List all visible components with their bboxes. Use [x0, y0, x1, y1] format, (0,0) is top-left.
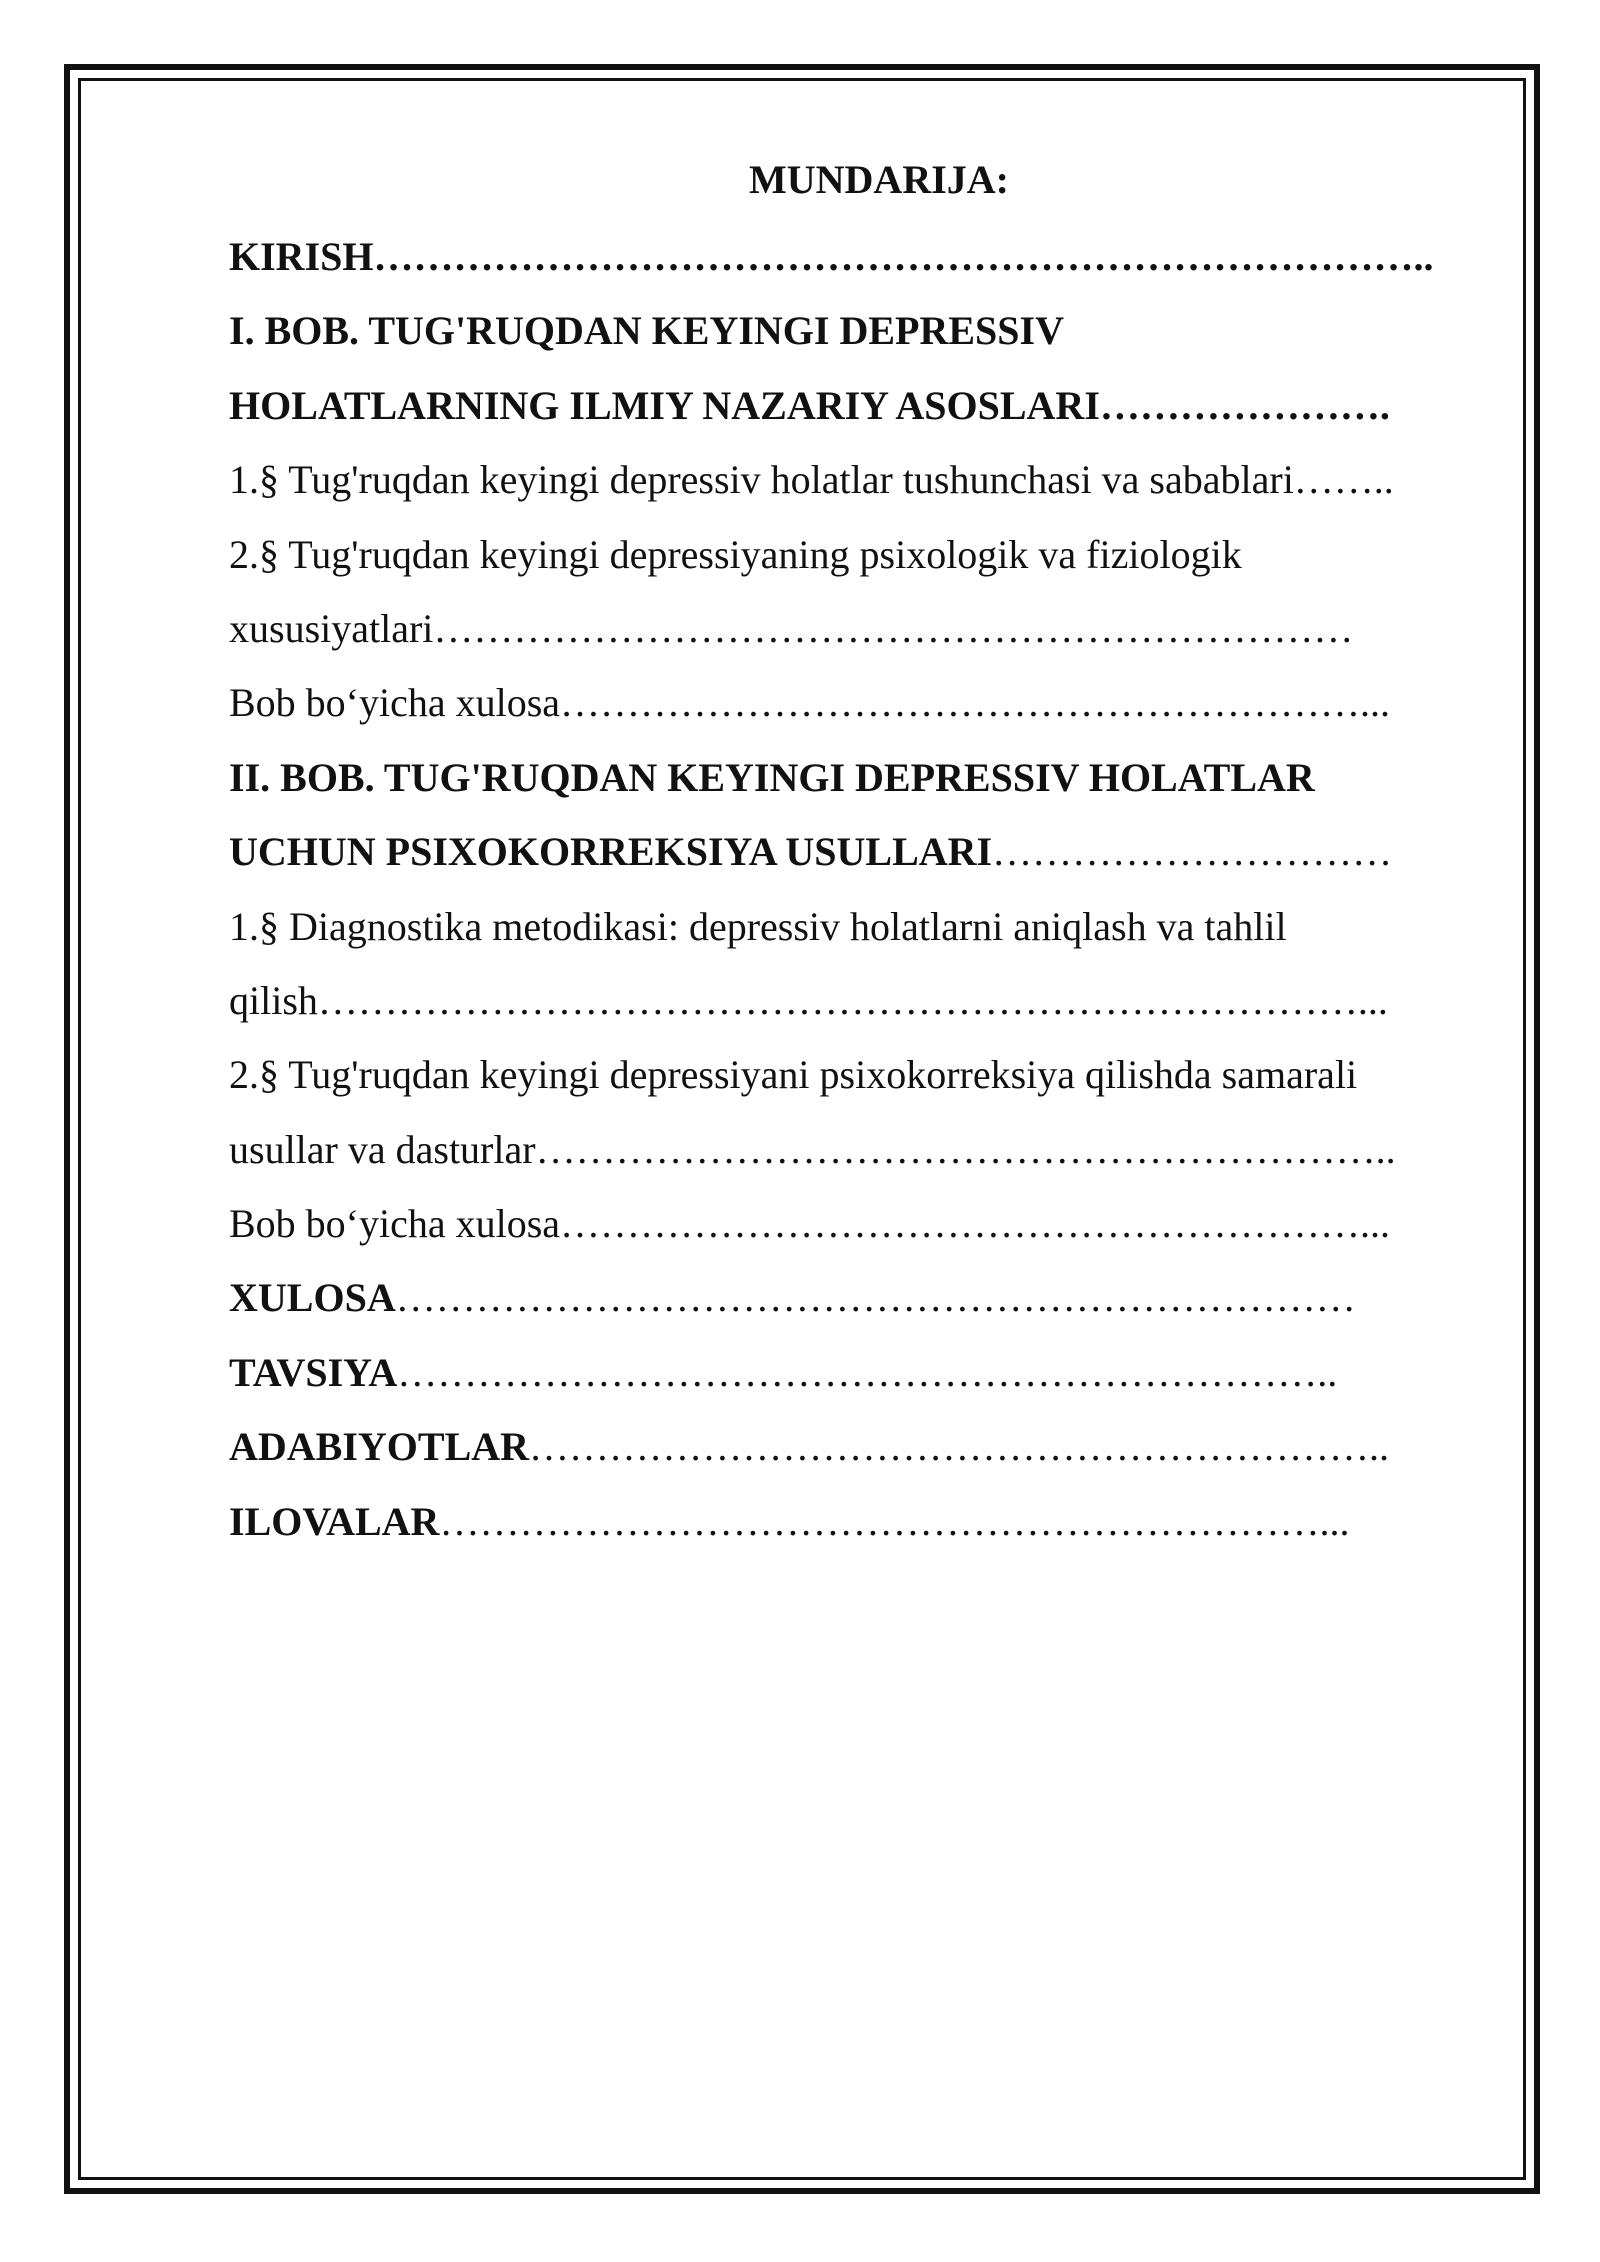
toc-section-2-1-line-2: qilish……………………………………………………………………...: [229, 977, 1388, 1023]
toc-ilovalar: [229, 1485, 1489, 1559]
toc-xulosa-label: XULOSA: [229, 1275, 396, 1321]
toc-chapter-2-summary: Bob bo‘yicha xulosa……………………………………………………...: [229, 1201, 1391, 1247]
toc-section-2-2-line-1: 2.§ Tug'ruqdan keyingi depressiyani psixokorreksiya qilishda samarali: [229, 1052, 1358, 1098]
document-title: MUNDARIJA:: [749, 157, 1009, 202]
toc-xulosa-leader: ………………………………………………………………: [395, 1275, 1356, 1321]
toc-kirish: KIRISH……………………………………………………………………..: [229, 234, 1434, 279]
toc-chapter-2-leader: …………………………: [992, 829, 1393, 875]
toc-section-2-2-line-2: usullar va dasturlar………………………………………………………..: [229, 1126, 1396, 1172]
toc-adabiyotlar-label: ADABIYOTLAR: [229, 1424, 530, 1470]
toc-chapter-1-summary: Bob bo‘yicha xulosa……………………………………………………...: [229, 680, 1391, 726]
toc-chapter-1-title-line-2: HOLATLARNING ILMIY NAZARIY ASOSLARI………………….: [229, 382, 1390, 428]
toc-tavsiya-leader: ……………………………………………………………..: [397, 1349, 1338, 1395]
toc-chapter-2-title-line-1: II. BOB. TUG'RUQDAN KEYINGI DEPRESSIV HOLATLAR: [229, 754, 1315, 800]
toc-section-2-1-line-1: 1.§ Diagnostika metodikasi: depressiv holatlarni aniqlash va tahlil: [229, 903, 1287, 949]
toc-section-1-1: 1.§ Tug'ruqdan keyingi depressiv holatlar tushunchasi va sabablari……..: [229, 457, 1394, 503]
toc-chapter-2-title-line-2: [229, 815, 1489, 889]
toc-tavsiya-label: TAVSIYA: [229, 1349, 398, 1395]
toc-section-1-2-line-2: xususiyatlari……………………………………………………………: [229, 605, 1354, 651]
toc-adabiyotlar-leader: ………………………………………………………..: [529, 1424, 1390, 1470]
toc-tavsiya: [229, 1336, 1489, 1410]
toc-chapter-2-title-text: UCHUN PSIXOKORREKSIYA USULLARI: [229, 829, 993, 875]
document-body: [229, 148, 1489, 1559]
toc-ilovalar-label: ILOVALAR: [229, 1498, 440, 1544]
toc-section-1-2-line-1: 2.§ Tug'ruqdan keyingi depressiyaning psixologik va fiziologik: [229, 531, 1242, 577]
toc-chapter-1-title-line-1: I. BOB. TUG'RUQDAN KEYINGI DEPRESSIV: [229, 308, 1064, 354]
toc-ilovalar-leader: …………………………………………………………...: [439, 1498, 1350, 1544]
toc-xulosa: [229, 1261, 1489, 1335]
toc-adabiyotlar: [229, 1410, 1489, 1484]
